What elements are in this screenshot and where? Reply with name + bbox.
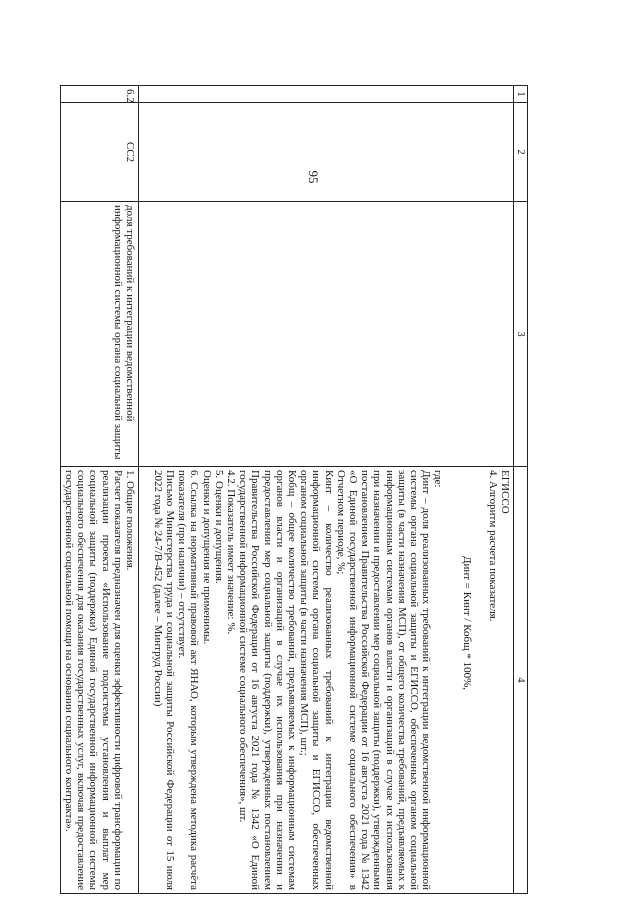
rotated-table-container [62,85,528,893]
header-cell-3: 3 [514,202,528,467]
row2-number: 6.2 [60,86,138,103]
desc-kint-definition: Кинт – количество реализованных требований к интеграции ведомственной информационной системы органа социальной защиты и ЕГИССО, обеспеченных органом социальной защиты (в части назначения МСП), шт.; [298,470,335,890]
desc-ministry-letter: Письмо Министерства труда и социальной защиты Российской Федерации от 15 июля 2022 года № 24-7/В-452 (далее – Минтруд России) [151,470,176,890]
page-number: 95 [306,170,321,184]
row1-code [139,103,514,202]
row2-code: СС2 [60,103,138,202]
row2-name: доля требований к интеграции ведомственной информационной системы органа социальной защиты [60,202,138,467]
desc-formula: Динт = Кинт / Кобщ * 100%, [460,555,473,690]
desc-estimates-text: Оценки и допущения не применимы. [200,470,213,645]
desc-legal-reference: 6. Ссылка на нормативный правовой акт ЯНАО, которым утверждена методика расчёта показателя (при наличии) – отсутствует. [176,470,201,890]
table-row [60,86,138,894]
indicator-table [60,85,528,894]
desc-dint-definition: Динт – доля реализованных требований к интеграции ведомственной информационной системы органа социальной защиты и ЕГИССО, обеспеченных органом социальной защиты (в части назначения МСП), от общего количества требований, предъявляемых к информационным системам органов власти и организаций в случае их использования при назначении и предоставлении мер социальной защиты (поддержки), утвержденными постановлением Правительства Российской Федерации от 16 августа 2021 года № 1342 «О Единой государственной информационной системе социального обеспечения» в Отчетном периоде, %; [334,470,433,890]
desc-unit: 4.2. Показатель имеет значение: %. [224,470,237,635]
desc-line-egisso: ЕГИССО [499,470,511,514]
header-cell-4: 4 [514,467,528,894]
header-cell-1: 1 [514,86,528,103]
desc2-general-heading: 1. Общие положения. [124,470,136,571]
desc2-purpose-text: Расчет показателя предназначен для оценки эффективности цифровой трансформации по реализации проекта «Использование подсистемы установления и выплат мер социальной защиты (поддержки) Единой государственной информационной системы социального обеспечения для оказания государственных услуг, включая предоставление государственной социальной помощи на основании социального контракта». [62,470,124,890]
header-row [514,86,528,894]
row1-description [139,467,514,894]
row2-description [60,467,138,894]
desc-estimates-heading: 5. Оценки и допущения. [212,470,225,584]
desc-kobsch-definition: Кобщ – общее количество требований, предъявляемых к информационным системам органов власти и организаций в случае их использования при назначении и предоставлении мер социальной защиты (поддержки), утвержденных постановлением Правительства Российской Федерации от 16 августа 2021 года № 1342 «О Единой государственной информационной системе социального обеспечения», шт. [237,470,298,890]
desc-algorithm-heading: 4. Алгоритм расчета показателя. [486,470,499,622]
table-row [139,86,514,894]
desc-where: где: [432,470,445,488]
row1-number [139,86,514,103]
header-cell-2: 2 [514,103,528,202]
row1-name [139,202,514,467]
